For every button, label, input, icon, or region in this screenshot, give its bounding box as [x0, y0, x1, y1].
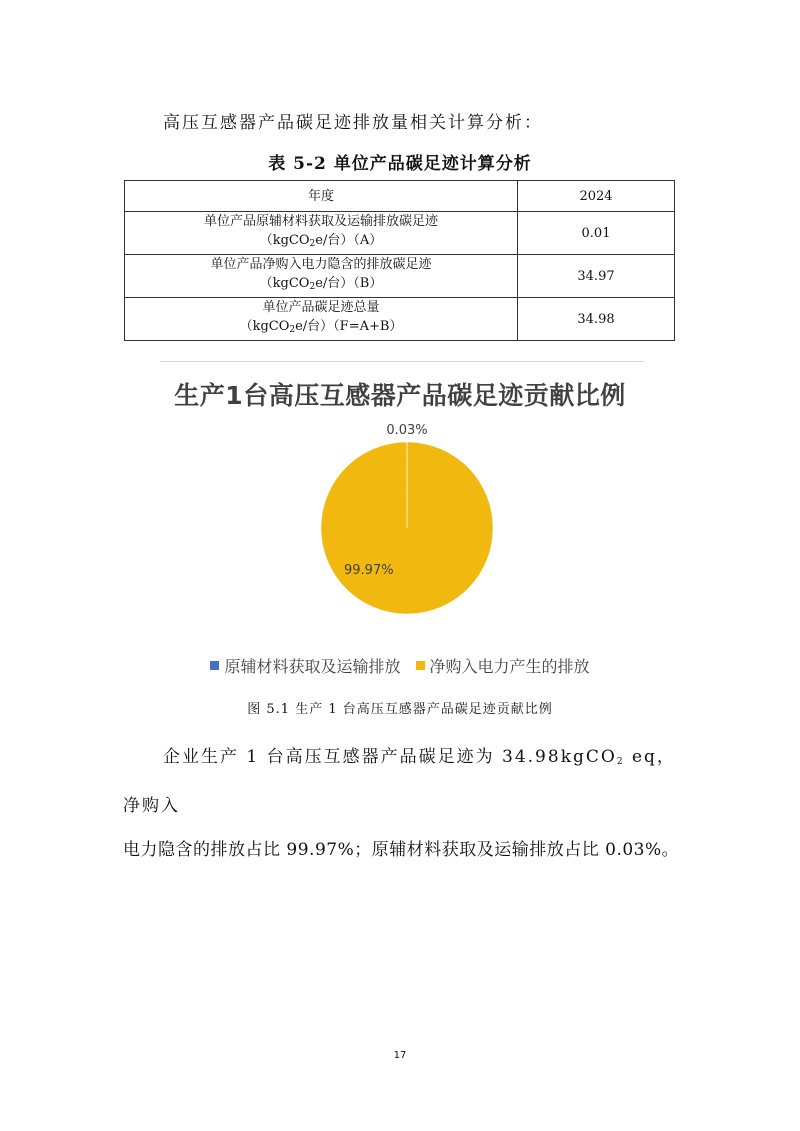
summary-paragraph [123, 735, 683, 872]
table-row [125, 298, 675, 341]
unit-text: （kgCO [239, 319, 290, 334]
header-year-label: 年度 [125, 181, 518, 212]
row-label-unit [129, 274, 513, 297]
figure-caption: 图 5.1 生产 1 台高压互感器产品碳足迹贡献比例 [247, 702, 553, 717]
chart-top-divider [160, 361, 644, 362]
carbon-footprint-table [124, 180, 675, 341]
table-header-row [125, 181, 675, 212]
legend-label: 原辅材料获取及运输排放 [224, 657, 401, 676]
header-year-value: 2024 [518, 181, 675, 212]
pie-slice-electricity [321, 442, 493, 614]
legend-swatch-blue [210, 661, 219, 670]
chart-legend [0, 654, 800, 677]
row-label-line1: 单位产品原辅材料获取及运输排放碳足迹 [203, 214, 438, 229]
row-label [125, 212, 518, 255]
row-label-line1: 单位产品净购入电力隐含的排放碳足迹 [210, 257, 432, 272]
legend-swatch-yellow [416, 661, 425, 670]
row-label [125, 298, 518, 341]
row-label [125, 255, 518, 298]
chart-title: 生产1台高压互感器产品碳足迹贡献比例 [174, 381, 626, 410]
paragraph-line [123, 735, 683, 828]
unit-text: e/台）（B） [315, 276, 383, 291]
unit-subscript: 2 [289, 325, 296, 335]
table-row [125, 255, 675, 298]
row-label-unit [129, 317, 513, 340]
paragraph-text: 企业生产 1 台高压互感器产品碳足迹为 34.98kgCO [163, 747, 617, 767]
legend-label: 净购入电力产生的排放 [429, 657, 590, 676]
row-value: 0.01 [518, 212, 675, 255]
unit-subscript: 2 [309, 282, 316, 292]
pie-data-label: 0.03% [386, 423, 428, 438]
table-title: 表 5-2 单位产品碳足迹计算分析 [268, 154, 532, 174]
row-value: 34.97 [518, 255, 675, 298]
paragraph-subscript: 2 [616, 757, 625, 767]
pie-data-label: 99.97% [344, 563, 394, 578]
paragraph-text: eq，净购入 [123, 747, 676, 816]
intro-text: 高压互感器产品碳足迹排放量相关计算分析： [163, 113, 543, 133]
table-row [125, 212, 675, 255]
unit-text: e/台）（A） [315, 233, 383, 248]
page-number: 17 [393, 1050, 407, 1061]
paragraph-line: 电力隐含的排放占比 99.97%；原辅材料获取及运输排放占比 0.03%。 [123, 840, 680, 860]
row-label-unit [129, 231, 513, 254]
unit-subscript: 2 [309, 239, 316, 249]
row-label-line1: 单位产品碳足迹总量 [262, 300, 380, 315]
pie-chart [0, 410, 800, 640]
unit-text: e/台）（F=A+B） [295, 319, 403, 334]
legend-item [210, 654, 400, 677]
unit-text: （kgCO [259, 233, 310, 248]
row-value: 34.98 [518, 298, 675, 341]
unit-text: （kgCO [259, 276, 310, 291]
legend-item [416, 654, 590, 677]
